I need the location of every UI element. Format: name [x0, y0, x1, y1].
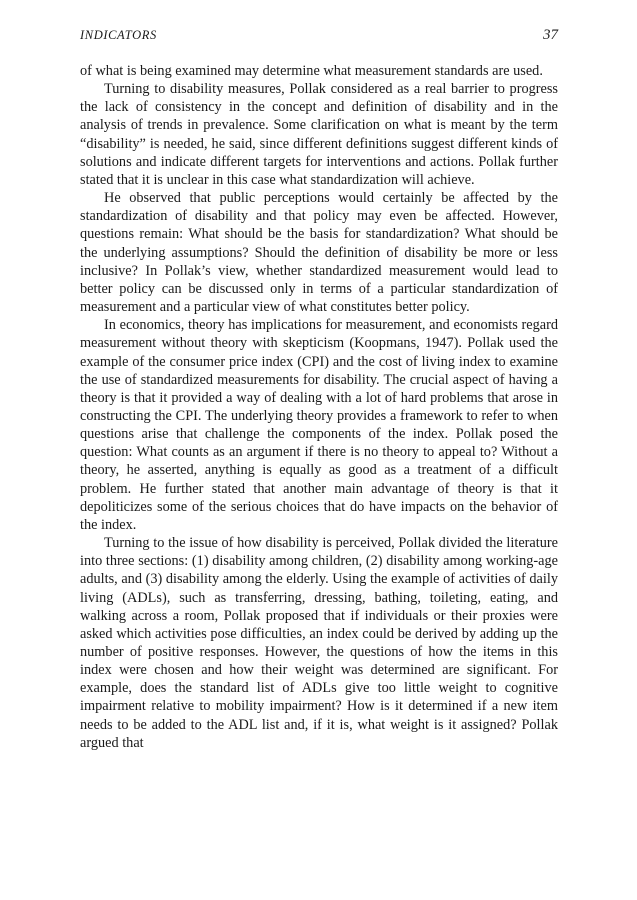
body-text — [80, 62, 558, 752]
paragraph-disability-measures: Turning to disability measures, Pollak considered as a real barrier to progress the lack of consistency in the concept and definition of disability and in the analysis of trends in prevalence. Some clarification on what is meant by the term “disability” is needed, he said, since different definitions suggest different kinds of solutions and indicate different targets for interventions and actions. Pollak further stated that it is unclear in this case what standardization will achieve. — [80, 81, 558, 188]
running-title: INDICATORS — [80, 28, 157, 42]
paragraph-public-perceptions: He observed that public perceptions would certainly be affected by the standardization of disability and that policy may even be affected. However, questions remain: What should be the basis for standardization? What should be the underlying assumptions? Should the definition of disability be more or less inclusive? In Pollak’s view, whether standardized measurement would lead to better policy can be discussed only in terms of a particular standardization of measurement and a particular view of what constitutes better policy. — [80, 190, 558, 316]
paragraph-disability-perceived: Turning to the issue of how disability is perceived, Pollak divided the literature into three sections: (1) disability among children, (2) disability among working-age adults, and (3) disability among the elderly. Using the example of activities of daily living (ADLs), such as transferring, dressing, bathing, toileting, eating, and walking across a room, Pollak proposed that if individuals or their proxies were asked which activities pose difficulties, an index could be derived by adding up the number of positive responses. However, the questions of how the items in this index were chosen and how their weight was determined are significant. For example, does the standard list of ADLs give too little weight to cognitive impairment relative to mobility impairment? How is it determined if a new item needs to be added to the ADL list and, if it is, what weight is it assigned? Pollak argued that — [80, 535, 558, 751]
running-header — [80, 18, 558, 48]
book-page — [80, 18, 558, 752]
paragraph-continuation: of what is being examined may determine what measurement standards are used. — [80, 63, 543, 79]
page-number: 37 — [543, 27, 558, 43]
paragraph-economics-theory: In economics, theory has implications for measurement, and economists regard measurement without theory with skepticism (Koopmans, 1947). Pollak used the example of the consumer price index (CPI) and the cost of living index to examine the use of standardized measurements for disability. The crucial aspect of having a theory is that it provided a way of dealing with a lot of hard problems that arose in constructing the CPI. The underlying theory provides a framework to refer to when questions arise that challenge the components of the index. Pollak posed the question: What counts as an argument if there is no theory to appeal to? Without a theory, he asserted, anything is equally as good as a treatment of a difficult problem. He further stated that another main advantage of theory is that it depoliticizes some of the serious choices that do have impacts on the behavior of the index. — [80, 317, 558, 533]
